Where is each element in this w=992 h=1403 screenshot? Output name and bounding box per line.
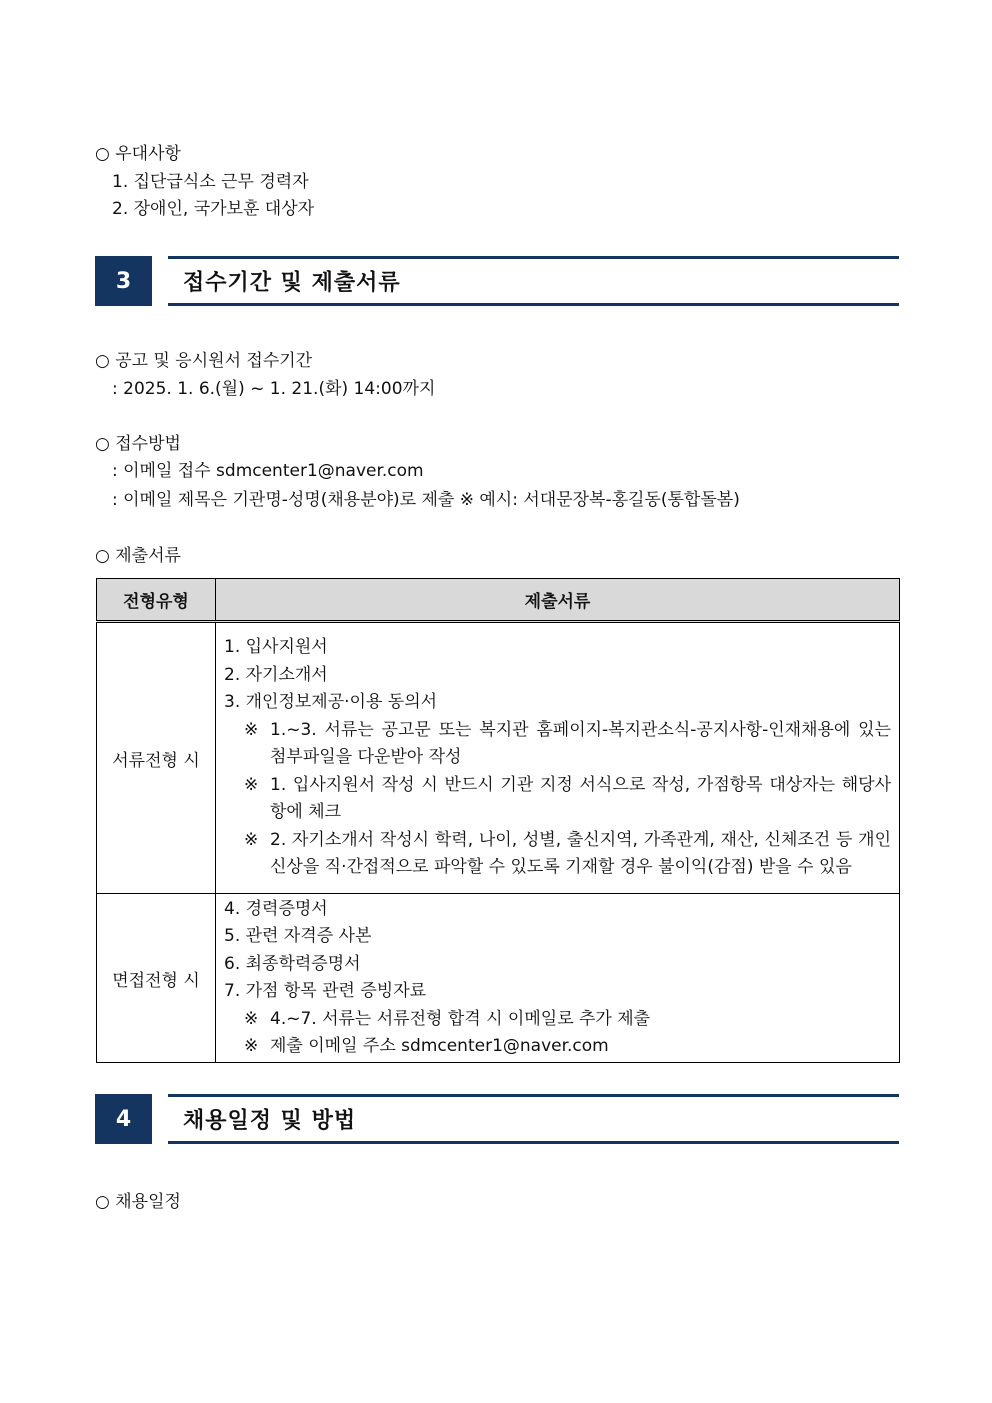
preference-item: 1. 집단급식소 근무 경력자	[112, 172, 309, 192]
doc-note	[224, 827, 891, 882]
section-title: 채용일정 및 방법	[183, 1108, 357, 1134]
doc-note	[224, 1033, 891, 1061]
section-3-header	[95, 256, 899, 306]
note-text: 1. 입사지원서 작성 시 반드시 기관 지정 서식으로 작성, 가점항목 대상자는 해당사항에 체크	[270, 774, 891, 823]
doc-item: 5. 관련 자격증 사본	[224, 926, 372, 946]
doc-item: 6. 최종학력증명서	[224, 953, 361, 974]
row-type: 서류전형 시	[97, 622, 216, 894]
table-row	[97, 894, 900, 1063]
note-marker: ※	[244, 1008, 259, 1029]
method-heading: ○ 접수방법	[95, 434, 181, 454]
documents-heading: ○ 제출서류	[95, 546, 181, 566]
preferences-heading: ○ 우대사항	[95, 144, 181, 164]
doc-item: 4. 경력증명서	[224, 898, 328, 919]
note-marker: ※	[244, 719, 259, 740]
row-type: 면접전형 시	[97, 894, 216, 1063]
section-title: 접수기간 및 제출서류	[183, 270, 401, 296]
period-heading: ○ 공고 및 응시원서 접수기간	[95, 351, 313, 371]
note-marker: ※	[244, 774, 259, 795]
method-line: : 이메일 접수 sdmcenter1@naver.com	[112, 461, 424, 481]
doc-note	[224, 772, 891, 827]
doc-item: 7. 가점 항목 관련 증빙자료	[224, 981, 427, 1001]
row-docs	[216, 894, 900, 1063]
column-header-type: 전형유형	[97, 579, 216, 622]
method-line: : 이메일 제목은 기관명-성명(채용분야)로 제출 ※ 예시: 서대문장복-홍길동(통합돌봄)	[112, 490, 740, 510]
note-text: 제출 이메일 주소 sdmcenter1@naver.com	[270, 1036, 609, 1056]
row-docs	[216, 622, 900, 894]
note-text: 1.~3. 서류는 공고문 또는 복지관 홈페이지-복지관소식-공지사항-인재채용에 있는 첨부파일을 다운받아 작성	[270, 719, 891, 768]
schedule-heading: ○ 채용일정	[95, 1192, 181, 1212]
doc-item: 2. 자기소개서	[224, 664, 328, 685]
doc-item: 1. 입사지원서	[224, 637, 328, 658]
note-marker: ※	[244, 829, 259, 850]
section-number: 4	[95, 1094, 152, 1144]
column-header-docs: 제출서류	[216, 579, 900, 622]
period-detail: : 2025. 1. 6.(월) ~ 1. 21.(화) 14:00까지	[112, 379, 436, 399]
doc-item: 3. 개인정보제공·이용 동의서	[224, 692, 438, 713]
doc-note	[224, 1006, 891, 1034]
note-text: 2. 자기소개서 작성시 학력, 나이, 성별, 출신지역, 가족관계, 재산, 신체조건 등 개인신상을 직·간접적으로 파악할 수 있도록 기재할 경우 불이익(감점) 받을 수 있음	[270, 829, 891, 878]
table-row	[97, 622, 900, 894]
doc-note	[224, 717, 891, 772]
note-text: 4.~7. 서류는 서류전형 합격 시 이메일로 추가 제출	[270, 1008, 651, 1029]
table-header-row	[97, 579, 900, 622]
documents-table	[96, 578, 900, 1063]
section-number: 3	[95, 256, 152, 306]
preference-item: 2. 장애인, 국가보훈 대상자	[112, 199, 315, 219]
note-marker: ※	[244, 1036, 259, 1056]
section-4-header	[95, 1094, 899, 1144]
